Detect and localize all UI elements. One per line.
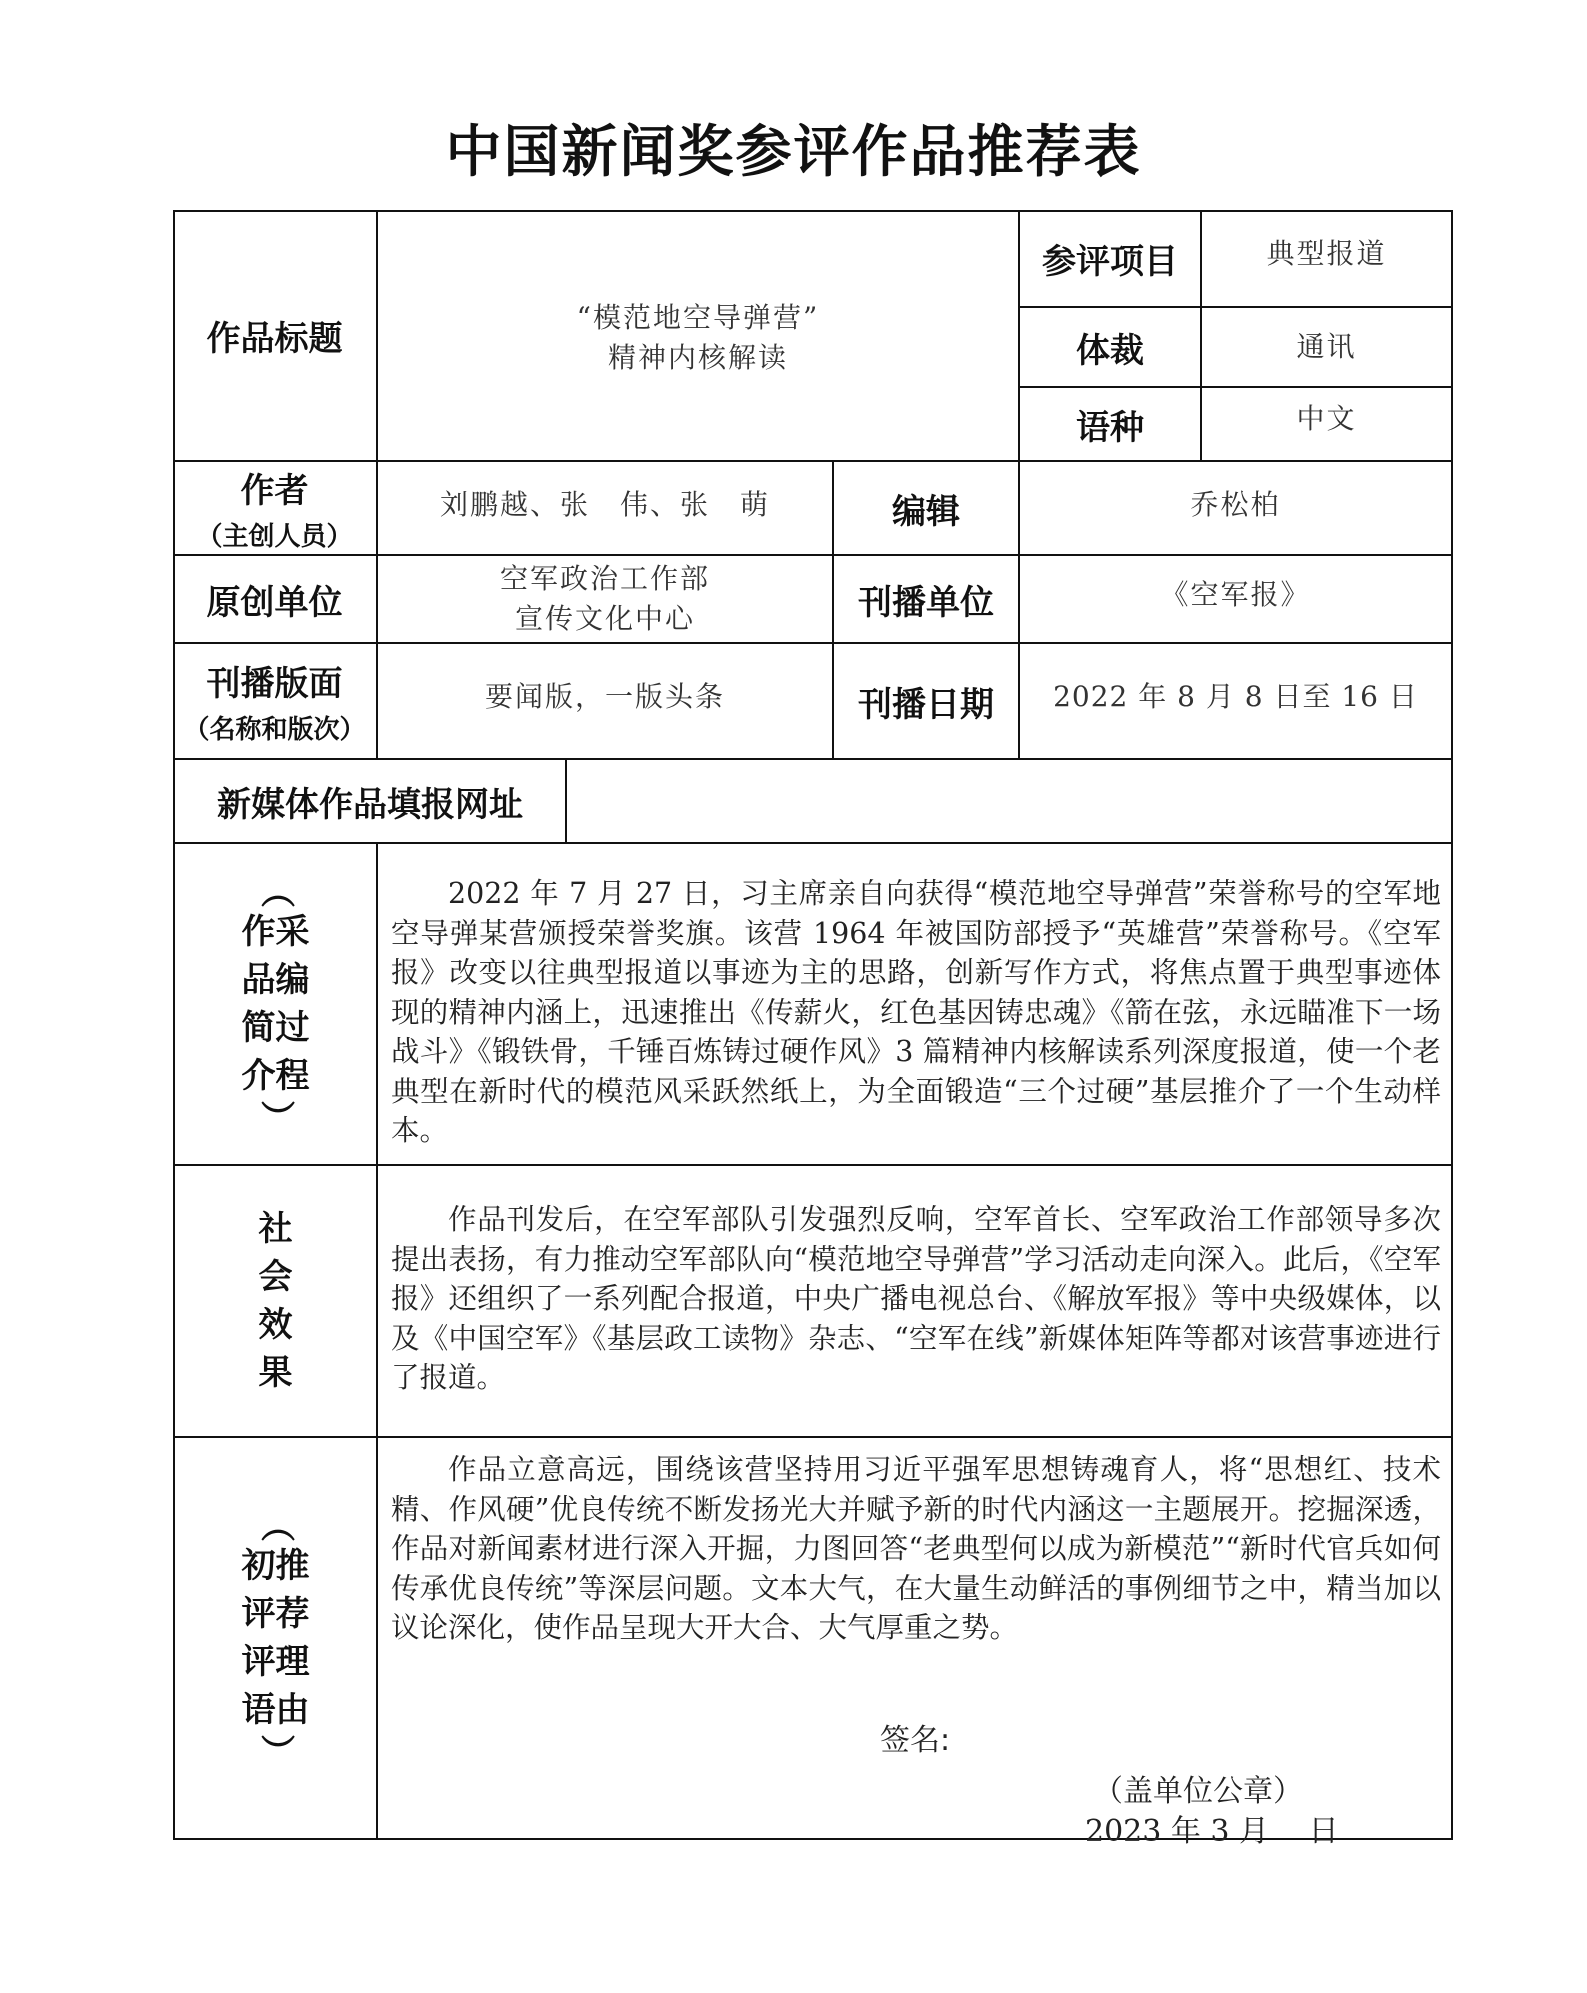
category-label: 参评项目: [1042, 241, 1178, 282]
social-effect-label: [175, 1166, 376, 1436]
effect-label-row: 社: [258, 1209, 293, 1249]
author-label: [173, 462, 376, 554]
category-value: 典型报道: [1266, 237, 1387, 270]
language-label: 语种: [1076, 407, 1144, 448]
col-divider: [376, 842, 378, 1840]
language-value: 中文: [1296, 402, 1357, 435]
publish-unit-label: 刊播单位: [858, 582, 994, 623]
reason-label-row: 初推: [241, 1546, 310, 1586]
intro-paren-open: （: [255, 874, 296, 908]
new-media-url-label: 新媒体作品填报网址: [217, 784, 523, 825]
effect-label-row: 效: [258, 1305, 293, 1345]
new-media-url-value: [567, 760, 1451, 842]
intro-label-row: 品编: [241, 960, 310, 1000]
signature-date: 2023 年 3 月 日: [1085, 1814, 1339, 1849]
publish-date-label: 刊播日期: [858, 684, 994, 725]
intro-label-row: 简过: [241, 1008, 310, 1048]
editor-value: 乔松柏: [1190, 488, 1281, 521]
work-title-label-text: 作品标题: [206, 318, 343, 359]
recommendation-reason-label: [175, 1438, 376, 1838]
table-border-right: [1451, 210, 1453, 1840]
genre-label: 体裁: [1076, 330, 1144, 371]
layout-sub-label: （名称和版次）: [183, 715, 366, 745]
effect-label-row: 果: [258, 1353, 293, 1393]
reason-paren-close: ）: [255, 1734, 296, 1768]
reason-label-row: 语由: [241, 1690, 310, 1730]
social-effect-text: 作品刊发后，在空军部队引发强烈反响，空军首长、空军政治工作部领导多次提出表扬，有力推动空军部队向“模范地空导弹营”学习活动走向深入。此后，《空军报》还组织了一系列配合报道，中央广播电视总台、《解放军报》等中央级媒体，以及《中国空军》《基层政工读物》杂志、“空军在线”新媒体矩阵等都对该营事迹进行了报道。: [391, 1203, 1441, 1394]
reason-paren-open: （: [255, 1508, 296, 1542]
origin-unit-label: 原创单位: [206, 582, 343, 623]
origin-unit-line1: 空军政治工作部: [499, 562, 710, 595]
author-value: 刘鹏越、张 伟、张 萌: [439, 488, 770, 521]
publish-unit-value: 《空军报》: [1160, 578, 1311, 611]
work-title-line1: “模范地空导弹营”: [576, 301, 820, 334]
document-title: 中国新闻奖参评作品推荐表: [445, 120, 1142, 185]
origin-unit-value: [378, 556, 832, 642]
genre-value: 通讯: [1296, 330, 1357, 363]
intro-paren-close: ）: [255, 1100, 296, 1134]
editor-label: 编辑: [892, 491, 960, 532]
layout-label-text: 刊播版面: [206, 664, 343, 704]
intro-label: [175, 844, 376, 1164]
seal-note: （盖单位公章）: [1093, 1774, 1303, 1809]
work-title-label: [173, 210, 376, 460]
layout-value: 要闻版，一版头条: [484, 680, 725, 713]
layout-label: [173, 644, 376, 758]
work-title-line2: 精神内核解读: [607, 341, 788, 374]
recommendation-reason-text: 作品立意高远，围绕该营坚持用习近平强军思想铸魂育人，将“思想红、技术精、作风硬”优良传统不断发扬光大并赋予新的时代内涵这一主题展开。挖掘深透，作品对新闻素材进行深入开掘，力图回答“老典型何以成为新模范”“新时代官兵如何传承优良传统”等深层问题。文本大气，在大量生动鲜活的事例细节之中，精当加以议论深化，使作品呈现大开大合、大气厚重之势。: [391, 1453, 1441, 1644]
author-label-text: 作者: [240, 471, 309, 511]
recommendation-table: [173, 210, 1453, 1849]
publish-date-value: 2022 年 8 月 8 日至 16 日: [1053, 680, 1418, 713]
signature-label: 签名:: [880, 1723, 951, 1758]
intro-label-row: 介程: [241, 1056, 310, 1096]
origin-unit-line2: 宣传文化中心: [514, 602, 695, 635]
effect-label-row: 会: [258, 1257, 293, 1297]
work-title-value: [378, 210, 1018, 460]
intro-label-row: 作采: [241, 912, 310, 952]
reason-label-row: 评理: [241, 1642, 310, 1682]
author-sub-label: （主创人员）: [196, 522, 353, 552]
reason-label-row: 评荐: [241, 1594, 310, 1634]
intro-text: 2022 年 7 月 27 日，习主席亲自向获得“模范地空导弹营”荣誉称号的空军地空导弹某营颁授荣誉奖旗。该营 1964 年被国防部授予“英雄营”荣誉称号。《空军报》改变以往典型报道以事迹为主的思路，创新写作方式，将焦点置于典型事迹体现的精神内涵上，迅速推出《传薪火，红色基因铸忠魂》《箭在弦，永远瞄准下一场战斗》《锻铁骨，千锤百炼铸过硬作风》3 篇精神内核解读系列深度报道，使一个老典型在新时代的模范风采跃然纸上，为全面锻造“三个过硬”基层推介了一个生动样本。: [391, 877, 1441, 1147]
